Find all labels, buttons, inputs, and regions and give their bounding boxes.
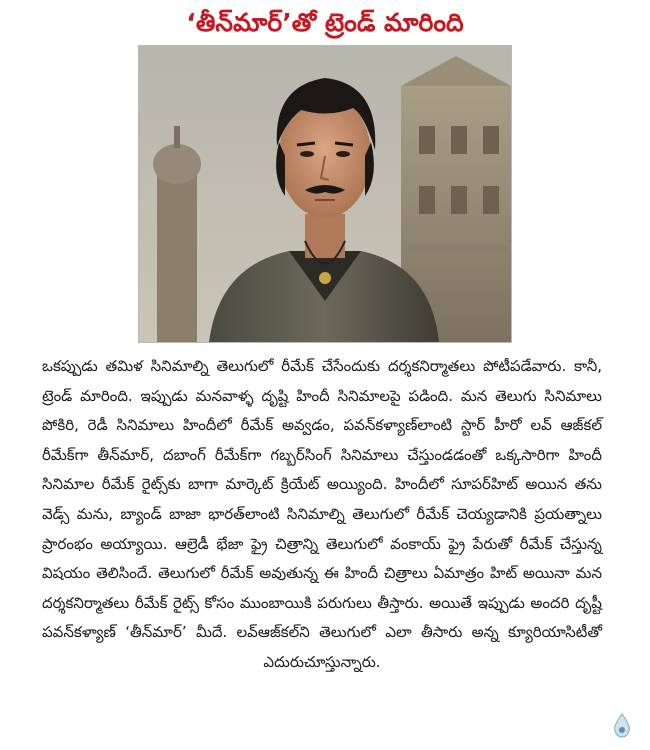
pendant-icon — [319, 272, 331, 284]
site-logo-watermark-icon — [611, 712, 633, 738]
article-photo — [138, 45, 512, 343]
actor-portrait-illustration — [139, 46, 511, 342]
article-body: ఒకప్పుడు తమిళ సినిమాల్ని తెలుగులో రీమేక్‌ చేసేందుకు దర్శకనిర్మాతలు పోటీపడేవారు. కానీ, ట్రెండ్‌ మారింది. ఇప్పుడు మనవాళ్ళ దృష్టి హిందీ సినిమాలపై పడింది. మన తెలుగు సినిమాలు పోకిరి, రెడీ సినిమాలు హిందీలో రీమేక్‌ అవ్వడం, పవన్‌కళ్యాణ్‌లాంటి స్టార్‌ హీరో లవ్‌ ఆజ్‌కల్‌ రీమేక్‌గా తీన్‌మార్‌, దబాంగ్‌ రీమేక్‌గా గబ్బర్‌సింగ్‌ సినిమాలు చేస్తుండడంతో ఒక్కసారిగా హిందీ సినిమాల రీమేక్‌ రైట్స్‌కు బాగా మార్కెట్‌ క్రియేట్‌ అయ్యింది. హిందీలో సూపర్‌హిట్‌ అయిన తను వెడ్స్‌ మను, బ్యాండ్‌ బాజా భారత్‌లాంటి సినిమాల్ని తెలుగులో రీమేక్‌ చెయ్యడానికి ప్రయత్నాలు ప్రారంభం అయ్యాయి. ఆల్రెడీ భేజా ఫ్రై చిత్రాన్ని తెలుగులో వంకాయ్‌ ఫ్రై పేరుతో రీమేక్‌ చేస్తున్న విషయం తెలిసిందే. తెలుగులో రీమేక్‌ అవుతున్న ఈ హిందీ చిత్రాలు ఏమాత్రం హిట్‌ అయినా మన దర్శకనిర్మాతలు రీమేక్‌ రైట్స్‌ కోసం ముంబాయికి పరుగులు తీస్తారు. అయితే ఇప్పుడు అందరి దృష్టీ పవన్‌కళ్యాణ్‌ ‘తీన్‌మార్‌’ మీదే. లవ్‌ఆజ్‌కల్‌ని తెలుగులో ఎలా తీసారు అన్న క్యూరియాసిటీతో ఎదురుచూస్తున్నారు. — [42, 357, 602, 671]
article-headline: ‘తీన్‌మార్‌’తో ట్రెండ్‌ మారింది — [186, 8, 464, 37]
background-dome-icon — [153, 126, 201, 342]
